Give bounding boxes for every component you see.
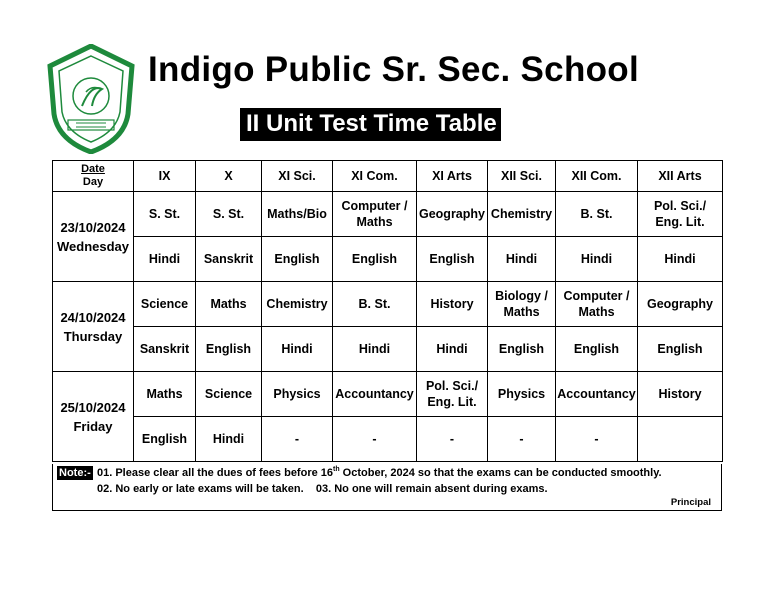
notes-box [52,464,722,511]
subject-cell: Hindi [196,417,262,462]
subject-cell: Pol. Sci./ Eng. Lit. [638,192,723,237]
header-class: XII Com. [556,161,638,192]
subject-cell: Physics [488,372,556,417]
note-label: Note:- [59,467,91,479]
subject-cell: Physics [262,372,333,417]
subject-cell: B. St. [556,192,638,237]
exam-date: 25/10/2024 [60,399,126,415]
date-day-cell [53,282,134,372]
subject-cell: Geography [417,192,488,237]
subject-cell: Pol. Sci./ Eng. Lit. [417,372,488,417]
subject-cell: English [417,237,488,282]
subject-cell [638,417,723,462]
subject-cell: Chemistry [262,282,333,327]
subject-cell: Computer / Maths [333,192,417,237]
subject-cell: Accountancy [333,372,417,417]
header-date-day [53,161,134,192]
header-class: XII Arts [638,161,723,192]
table-row [53,417,723,462]
subject-cell: Geography [638,282,723,327]
date-day-cell [53,192,134,282]
timetable [52,160,723,462]
subject-cell: Chemistry [488,192,556,237]
header-class: XII Sci. [488,161,556,192]
exam-day: Thursday [63,328,123,344]
subject-cell: B. St. [333,282,417,327]
header-day-label: Day [82,176,104,188]
subject-cell: English [638,327,723,372]
note-line-1: 01. Please clear all the dues of fees before 16th October, 2024 so that the exams can be conducted smoothly. [97,466,662,479]
subject-cell: Hindi [488,237,556,282]
subject-cell: - [262,417,333,462]
subject-cell: - [556,417,638,462]
subject-cell: English [134,417,196,462]
header-class: XI Com. [333,161,417,192]
header-class: X [196,161,262,192]
header-class: XI Sci. [262,161,333,192]
subject-cell: Computer / Maths [556,282,638,327]
subject-cell: Science [134,282,196,327]
exam-day: Friday [73,418,113,434]
header-date-label: Date [81,163,105,175]
subject-cell: Sanskrit [196,237,262,282]
subject-cell: Hindi [417,327,488,372]
subject-cell: Hindi [333,327,417,372]
note-line-2: 02. No early or late exams will be taken. 03. No one will remain absent during exams. [97,483,548,495]
school-name: Indigo Public Sr. Sec. School [148,50,640,89]
table-row [53,282,723,327]
subject-cell: Hindi [262,327,333,372]
subject-cell: English [196,327,262,372]
header-row [53,161,723,192]
subject-cell: Hindi [134,237,196,282]
subject-cell: - [417,417,488,462]
subject-cell: S. St. [196,192,262,237]
subject-cell: English [488,327,556,372]
exam-date: 23/10/2024 [60,219,126,235]
table-row [53,327,723,372]
date-day-cell [53,372,134,462]
subject-cell: History [417,282,488,327]
table-row [53,237,723,282]
subject-cell: English [262,237,333,282]
subject-cell: Maths/Bio [262,192,333,237]
subject-cell: English [333,237,417,282]
subject-cell: Hindi [556,237,638,282]
subject-cell: Maths [196,282,262,327]
header-class: XI Arts [417,161,488,192]
subject-cell: Hindi [638,237,723,282]
subject-cell: English [556,327,638,372]
table-row [53,192,723,237]
school-logo-emblem [46,44,136,154]
subject-cell: Biology / Maths [488,282,556,327]
subject-cell: Accountancy [556,372,638,417]
subject-cell: - [333,417,417,462]
subject-cell: Maths [134,372,196,417]
exam-date: 24/10/2024 [60,309,126,325]
header-class: IX [134,161,196,192]
subject-cell: - [488,417,556,462]
timetable-title: II Unit Test Time Table [240,108,501,141]
subject-cell: History [638,372,723,417]
subject-cell: Sanskrit [134,327,196,372]
table-row [53,372,723,417]
principal-signature-label: Principal [670,497,711,508]
exam-day: Wednesday [56,238,129,254]
subject-cell: Science [196,372,262,417]
subject-cell: S. St. [134,192,196,237]
